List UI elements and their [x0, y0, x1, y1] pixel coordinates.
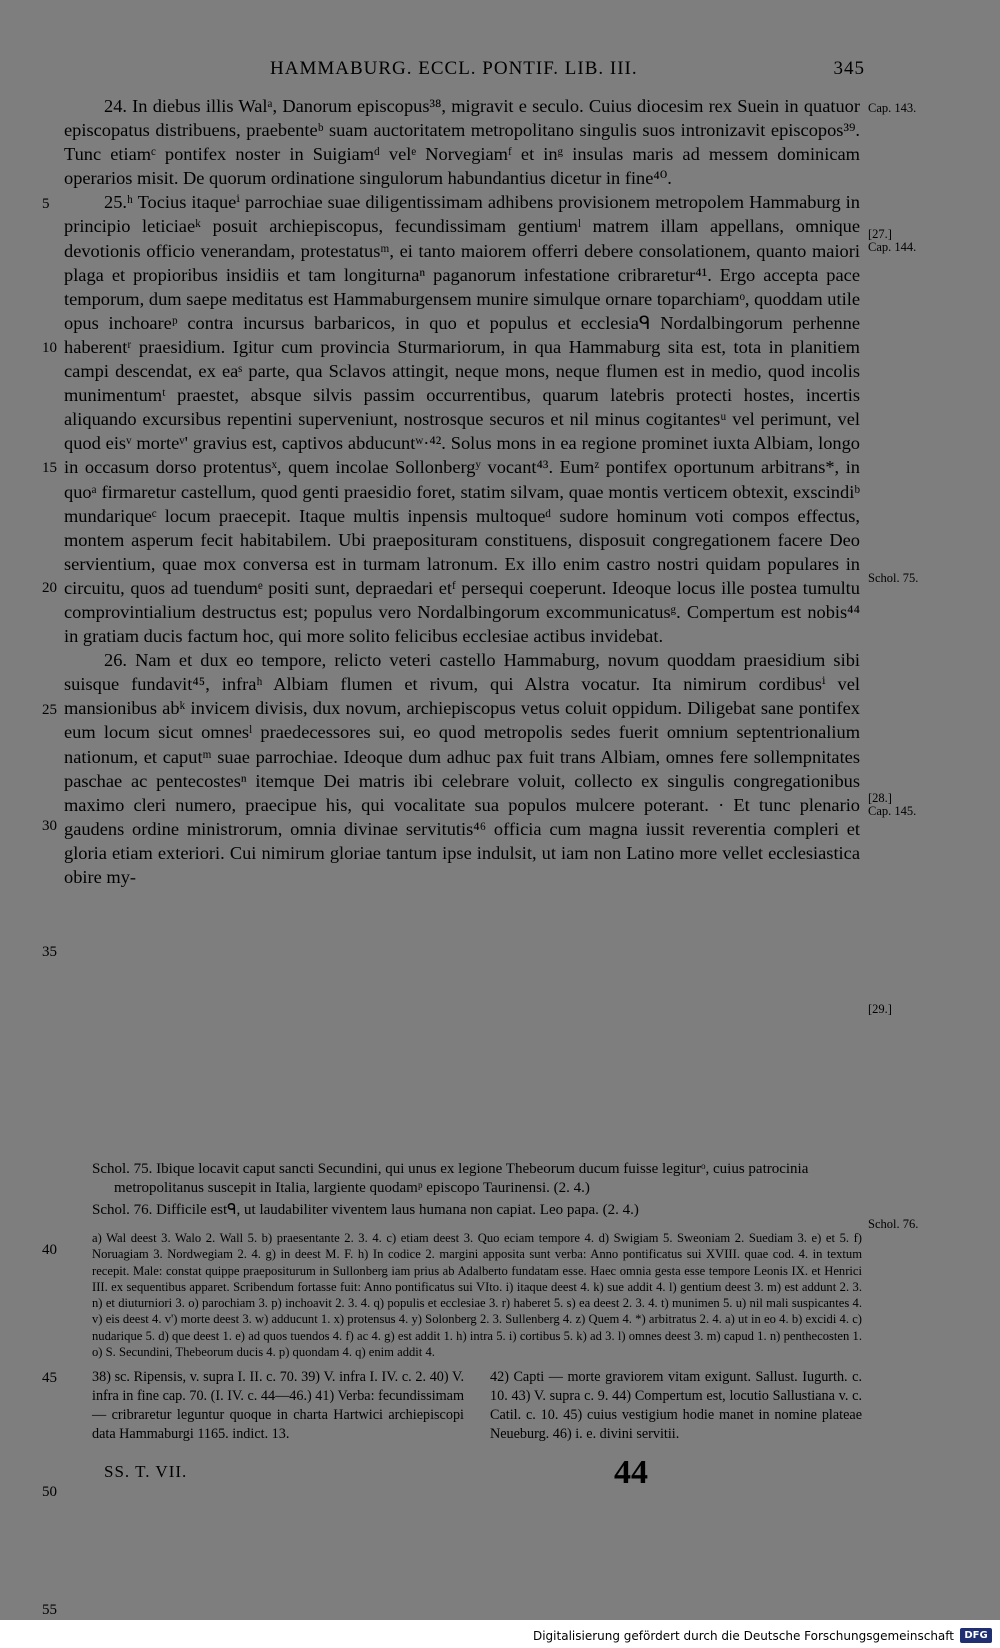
- source-notes: [92, 1368, 862, 1444]
- margin-section-ref: [27.]: [868, 227, 892, 241]
- line-number: 20: [42, 580, 57, 596]
- margin-scholion-ref: Schol. 75.: [868, 571, 919, 585]
- running-header: [210, 58, 865, 84]
- line-number: 5: [42, 196, 50, 212]
- margin-section-ref: [28.]: [868, 791, 892, 805]
- chapter-24-paragraph: 24. In diebus illis Walᵃ, Danorum episcopus³⁸, migravit e seculo. Cuius diocesim rex Suein in quatuor episcopatus distribuens, praebenteᵇ suam auctoritatem metropolitano singulis suos intronizavit episcopos³⁹. Tunc etiamᶜ pontifex noster in Suigiamᵈ velᵉ Norvegiamᶠ et inᵍ insulas maris ad messem dominicam operarios misit. De quorum ordinatione singulorum habundantius dicetur in fine⁴⁰.: [64, 96, 860, 189]
- apparatus-text: a) Wal deest 3. Walo 2. Wall 5. b) praesentante 2. 3. 4. c) etiam deest 3. Quo eciam tempore 4. d) Swigiam 5. Sweoniam 2. Suediam 3. e) et 5. f) Noruagiam 3. Nordwegiam 2. 4. g) in deest M. F. h) In codice 2. margini apposita sunt verba: Anno pontificatus sui XVIII. quae cod. 4. in textum recepit. Male: constat quippe praepositurum in Sullonberg iam prius ab Adalberto fundatam esse. Haec omnia gesta esse tempore Leonis IX. et Henrici III. ex sequentibus apparet. Scribendum fortasse fuit: Anno pontificatus sui VIto. i) itaque deest 4. k) sue addit 4. l) gentium deest 3. m) est addunt 2. 3. n) et diuturniori 3. o) parochiam 3. p) inchoavit 2. 3. 4. q) populis et ecclesiae 3. r) haberet 5. s) ea deest 2. 3. 4. t) munimen 5. u) nil mali suspicantes 4. v) eis deest 4. v') morte deest 3. w) adducunt 1. x) protensus 4. y) Solonberg 2. 3. Sullenberg 4. z) Quem 4. *) arbitratus 2. 4. a) ut in eo 4. b) excidi 4. c) nudarique 5. d) que deest 1. e) ad quos tuendos 4. f) ac 4. g) est addit 1. h) intra 5. i) cortibus 5. k) ad 3. l) omnes deest 3. m) capud 1. n) penthecosten 1. o) S. Secundini, Thebeorum ducis 4. p) quondam 4. q) enim addit 4.: [92, 1231, 862, 1360]
- main-text: [64, 94, 860, 889]
- chapter-25-paragraph: 25.ʰ Tocius itaqueⁱ parrochiae suae diligentissimam adhibens provisionem metropolem Hammaburg in principio leticiaeᵏ posuit archiepiscopus, fecundissimam gentiumˡ matrem illam appellans, omnique devotionis officio venerandam, protestatusᵐ, ei tanto maiorem offerri debere consolationem, quanto maiori plaga et propioribus insidiis et tam longiturnaⁿ paganorum infestatione cribraretur⁴¹. Ergo accepta pace temporum, dum saepe meditatus est Hammaburgensem munire simulque ornare toparchiamᵒ, quoddam utile opus inchoareᵖ contra incursus barbaricos, in quo et populus et ecclesiaᑫ Nordalbingorum perhenne haberentʳ praesidium. Igitur cum provincia Sturmariorum, in qua Hammaburg sita est, tota in planitiem campi descendat, ex eaˢ parte, qua Sclavos attingit, neque mons, neque flumen est in medio, quod incolis munimentumᵗ praestet, absque silvis passim occurrentibus, quarum latebris protecti hostes, incertis aliquando excursibus repentini superveniunt, nostrosque securos et nil minus cogitantesᵘ vel perimunt, vel quod eisᵛ morteᵛ' gravius est, captivos abducuntʷ·⁴². Solus mons in ea regione prominet iuxta Albiam, longo in occasum dorso protentusˣ, quem incolae Sollonbergʸ vocant⁴³. Eumᶻ pontifex oportunum arbitrans*, in quoᵃ firmaretur castellum, quod genti praesidio foret, statim silvam, quae montis verticem obtexit, exscindiᵇ mundariqueᶜ locum praecepit. Itaque multis inpensis multoqueᵈ sudore hominum voti compos effectus, montem asperum fecit habitabilem. Ubi praeposituram constituens, disposuit congregationem facere Deo servientium, quae mox conversa est in turmam latronum. Ex illo enim castro nostri quidam populares in circuitu, quos ad tuendumᵉ positi sunt, depraedari etᶠ persequi coeperunt. Ideoque locus ille postea tumultu comprovintialium destructus est; populus vero Nordalbingorum excommunicatusᵍ. Compertum est nobis⁴⁴ in gratiam ducis factum hoc, qui more solito felicibus ecclesiae actibus invidebat.: [64, 192, 860, 647]
- notes-left-column: [92, 1368, 464, 1444]
- line-number: 40: [42, 1242, 57, 1258]
- running-title: HAMMABURG. ECCL. PONTIF. LIB. III.: [270, 58, 638, 79]
- scholion-75: Schol. 75. Ibique locavit caput sancti Secundini, qui unus ex legione Thebeorum ducum fuisse legiturᵒ, cuius patrocinia metropolitanus suscepit in Italia, largiente quodamᵖ episcopo Taurinensi. (2. 4.): [92, 1161, 809, 1196]
- digitization-footer: [0, 1624, 1000, 1648]
- line-number: 30: [42, 818, 57, 834]
- margin-chapter-ref: Cap. 144.: [868, 240, 917, 254]
- critical-apparatus: [92, 1230, 862, 1360]
- scholion-76: Schol. 76. Difficile estᑫ, ut laudabiliter viventem laus humana non capiat. Leo papa. (2. 4.): [92, 1202, 639, 1218]
- line-number: 55: [42, 1602, 57, 1618]
- line-number: 50: [42, 1484, 57, 1500]
- dfg-logo-icon: DFG: [960, 1628, 992, 1643]
- margin-chapter-ref: Cap. 145.: [868, 804, 917, 818]
- line-number: 15: [42, 460, 57, 476]
- scholia: [92, 1160, 862, 1220]
- signature-mark: SS. T. VII.: [104, 1462, 188, 1481]
- margin-section-ref: [29.]: [868, 1002, 892, 1016]
- margin-scholion-ref: Schol. 76.: [868, 1217, 919, 1231]
- line-number: 25: [42, 702, 57, 718]
- signature-number: 44: [614, 1454, 648, 1491]
- chapter-26-paragraph: 26. Nam et dux eo tempore, relicto veteri castello Hammaburg, novum quoddam praesidium sibi suisque fundavit⁴⁵, infraʰ Albiam flumen et rivum, qui Alstra vocatur. Ita nimirum cordibusⁱ vel mansionibus abᵏ invicem divisis, dux novum, archiepiscopus vetus coluit oppidum. Diligebat sane pontifex eum locum sicut omnesˡ praedecessores sui, eo quod metropolis sedes fuerit omnium septentrionalium nationum, et caputᵐ suae parrochiae. Ideoque dum adhuc pax fuit trans Albiam, omnes fere sollempnitates paschae ac pentecostesⁿ itemque Dei matris ibi celebrare voluit, collecto ex singulis congregationibus maximo cleri numero, praecipue his, qui vocalitate sua populos mulcere poterant. · Et tunc plenario gaudens ordine ministrorum, omnia divinae servitutis⁴⁶ officia cum magna iussit reverentia compleri et gloria etiam exteriori. Cui nimirum gloriae tantum ipse indulsit, ut iam non Latino more vellet ecclesiastica obire my-: [64, 650, 860, 887]
- line-number: 35: [42, 944, 57, 960]
- notes-left-text: 38) sc. Ripensis, v. supra I. II. c. 70. 39) V. infra I. IV. c. 2. 40) V. infra in fine cap. 70. (I. IV. c. 44—46.) 41) Verba: fecundissimam — cribraretur leguntur quoque in charta Hartwici archiepiscopi data Hammaburgi 1165. indict. 13.: [92, 1369, 464, 1442]
- line-number: 10: [42, 340, 57, 356]
- line-number: 45: [42, 1370, 57, 1386]
- notes-right-text: 42) Capti — morte graviorem vitam exigunt. Sallust. Iugurth. c. 10. 43) V. supra c. 9. 44) Compertum est, locutio Sallustiana v. c. Catil. c. 10. 45) cuius vestigium hodie manet in nomine plateae Neueburg. 46) i. e. divini servitii.: [490, 1369, 862, 1442]
- funding-notice: Digitalisierung gefördert durch die Deutsche Forschungsgemeinschaft: [532, 1629, 954, 1643]
- page-number: 345: [833, 58, 865, 79]
- margin-chapter-ref: Cap. 143.: [868, 101, 917, 115]
- notes-right-column: [490, 1368, 862, 1444]
